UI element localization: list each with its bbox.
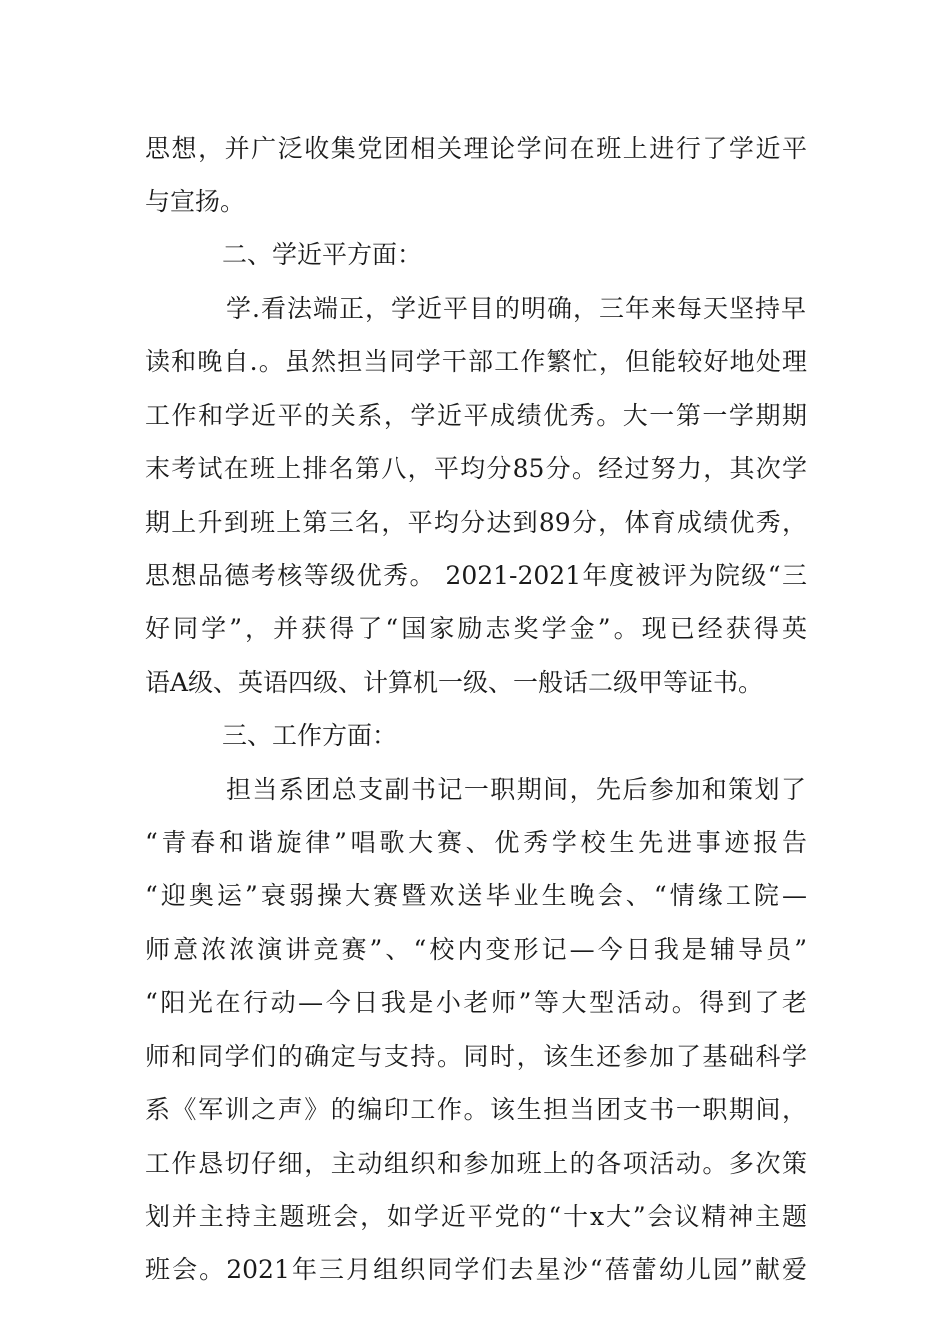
text-line: 工作恳切仔细，主动组织和参加班上的各项活动。多次策	[145, 1149, 807, 1178]
section-heading: 二、学近平方面：	[222, 240, 423, 269]
text-line: 思想品德考核等级优秀。 2021-2021年度被评为院级“三	[145, 561, 807, 590]
text-line: 读和晚自.。虽然担当同学干部工作繁忙，但能较好地处理	[145, 347, 807, 376]
text-line: 与宣扬。	[145, 187, 246, 216]
text-line: “青春和谐旋律”唱歌大赛、优秀学校生先进事迹报告	[145, 828, 807, 857]
section-heading: 三、工作方面：	[222, 721, 398, 750]
text-line: 学.看法端正，学近平目的明确，三年来每天坚持早	[226, 294, 806, 323]
text-line: 期上升到班上第三名，平均分达到89分，体育成绩优秀，	[145, 508, 807, 537]
text-line: 师和同学们的确定与支持。同时，该生还参加了基础科学	[145, 1042, 807, 1071]
text-line: “阳光在行动—今日我是小老师”等大型活动。得到了老	[145, 988, 807, 1017]
text-line: 担当系团总支副书记一职期间，先后参加和策划了	[226, 775, 806, 804]
text-line: 思想，并广泛收集党团相关理论学问在班上进行了学近平	[145, 134, 807, 163]
text-line: 班会。2021年三月组织同学们去星沙“蓓蕾幼儿园”献爱	[145, 1255, 807, 1284]
text-line: 系《军训之声》的编印工作。该生担当团支书一职期间，	[145, 1095, 807, 1124]
text-line: 划并主持主题班会，如学近平党的“十x大”会议精神主题	[145, 1202, 807, 1231]
text-line: 师意浓浓演讲竞赛”、“校内变形记—今日我是辅导员”	[145, 935, 807, 964]
text-line: “迎奥运”衰弱操大赛暨欢送毕业生晚会、“情缘工院—	[145, 881, 807, 910]
text-line: 工作和学近平的关系，学近平成绩优秀。大一第一学期期	[145, 401, 807, 430]
text-line: 末考试在班上排名第八，平均分85分。经过努力，其次学	[145, 454, 807, 483]
text-line: 好同学”，并获得了“国家励志奖学金”。现已经获得英	[145, 614, 807, 643]
text-line: 语A级、英语四级、计算机一级、一般话二级甲等证书。	[145, 668, 764, 697]
